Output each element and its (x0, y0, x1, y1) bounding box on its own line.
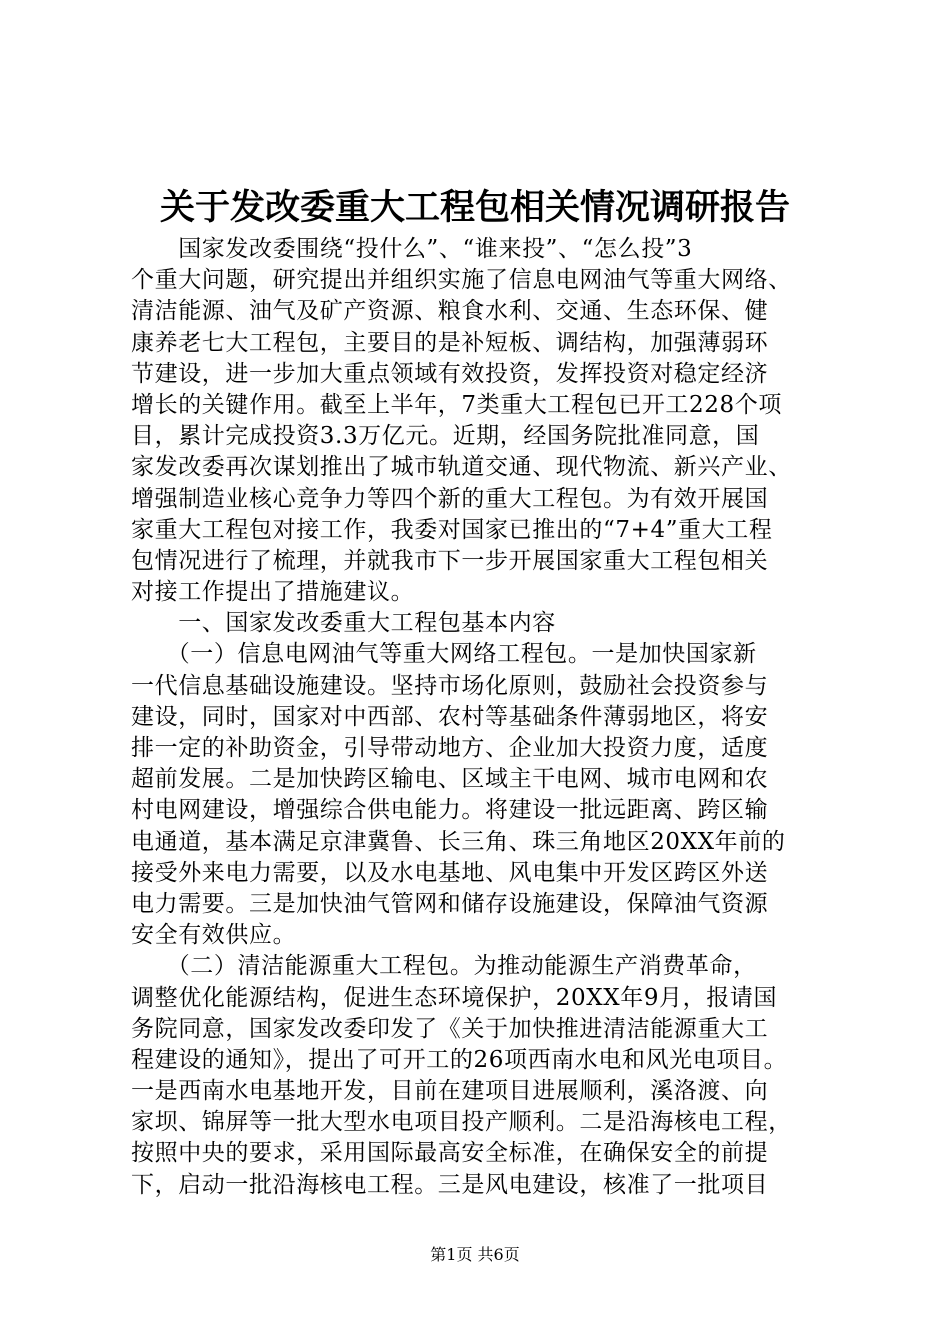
body-line: 电通道，基本满足京津冀鲁、长三角、珠三角地区20XX年前的 (131, 828, 786, 855)
body-line: 目，累计完成投资3.3万亿元。近期，经国务院批准同意，国 (131, 423, 760, 450)
body-line: 电力需要。三是加快油气管网和储存设施建设，保障油气资源 (131, 890, 769, 917)
body-line: 国家发改委围绕“投什么”、“谁来投”、“怎么投”3 (131, 236, 693, 262)
document-body (131, 234, 831, 1201)
section-heading: 一、国家发改委重大工程包基本内容 (131, 610, 556, 637)
body-line: （一）信息电网油气等重大网络工程包。一是加快国家新 (131, 641, 757, 668)
body-line: 个重大问题，研究提出并组织实施了信息电网油气等重大网络、 (131, 267, 792, 294)
body-line: 家坝、锦屏等一批大型水电项目投产顺利。二是沿海核电工程， (131, 1109, 792, 1136)
body-line: 按照中央的要求，采用国际最高安全标准，在确保安全的前提 (131, 1140, 769, 1167)
body-line: 包情况进行了梳理，并就我市下一步开展国家重大工程包相关 (131, 547, 769, 574)
body-line: 一是西南水电基地开发，目前在建项目进展顺利，溪洛渡、向 (131, 1078, 769, 1105)
document-title: 关于发改委重大工程包相关情况调研报告 (159, 187, 790, 228)
body-line: 村电网建设，增强综合供电能力。将建设一批远距离、跨区输 (131, 797, 769, 824)
body-line: 建设，同时，国家对中西部、农村等基础条件薄弱地区，将安 (131, 703, 769, 730)
body-line: 增强制造业核心竞争力等四个新的重大工程包。为有效开展国 (131, 485, 769, 512)
body-line: 康养老七大工程包，主要目的是补短板、调结构，加强薄弱环 (131, 329, 769, 356)
body-line: 调整优化能源结构，促进生态环境保护，20XX年9月，报请国 (131, 984, 778, 1011)
body-line: 一代信息基础设施建设。坚持市场化原则，鼓励社会投资参与 (131, 672, 769, 699)
body-line: 程建设的通知》，提出了可开工的26项西南水电和风光电项目。 (131, 1046, 788, 1073)
page-number-footer: 第1页 共6页 (430, 1245, 520, 1264)
body-line: 下，启动一批沿海核电工程。三是风电建设，核准了一批项目 (131, 1171, 769, 1198)
body-line: 家重大工程包对接工作，我委对国家已推出的“7+4”重大工程 (131, 516, 773, 543)
body-line: （二）清洁能源重大工程包。为推动能源生产消费革命， (131, 953, 757, 980)
body-line: 家发改委再次谋划推出了城市轨道交通、现代物流、新兴产业、 (131, 454, 792, 481)
body-line: 排一定的补助资金，引导带动地方、企业加大投资力度，适度 (131, 735, 769, 761)
body-line: 超前发展。二是加快跨区输电、区域主干电网、城市电网和农 (131, 766, 769, 793)
body-line: 对接工作提出了措施建议。 (131, 579, 415, 606)
body-line: 增长的关键作用。截至上半年，7类重大工程包已开工228个项 (131, 391, 782, 418)
body-line: 节建设，进一步加大重点领域有效投资，发挥投资对稳定经济 (131, 360, 769, 387)
body-line: 清洁能源、油气及矿产资源、粮食水利、交通、生态环保、健 (131, 298, 769, 325)
body-line: 安全有效供应。 (131, 922, 297, 949)
body-line: 接受外来电力需要，以及水电基地、风电集中开发区跨区外送 (131, 859, 769, 886)
body-line: 务院同意，国家发改委印发了《关于加快推进清洁能源重大工 (131, 1015, 769, 1042)
